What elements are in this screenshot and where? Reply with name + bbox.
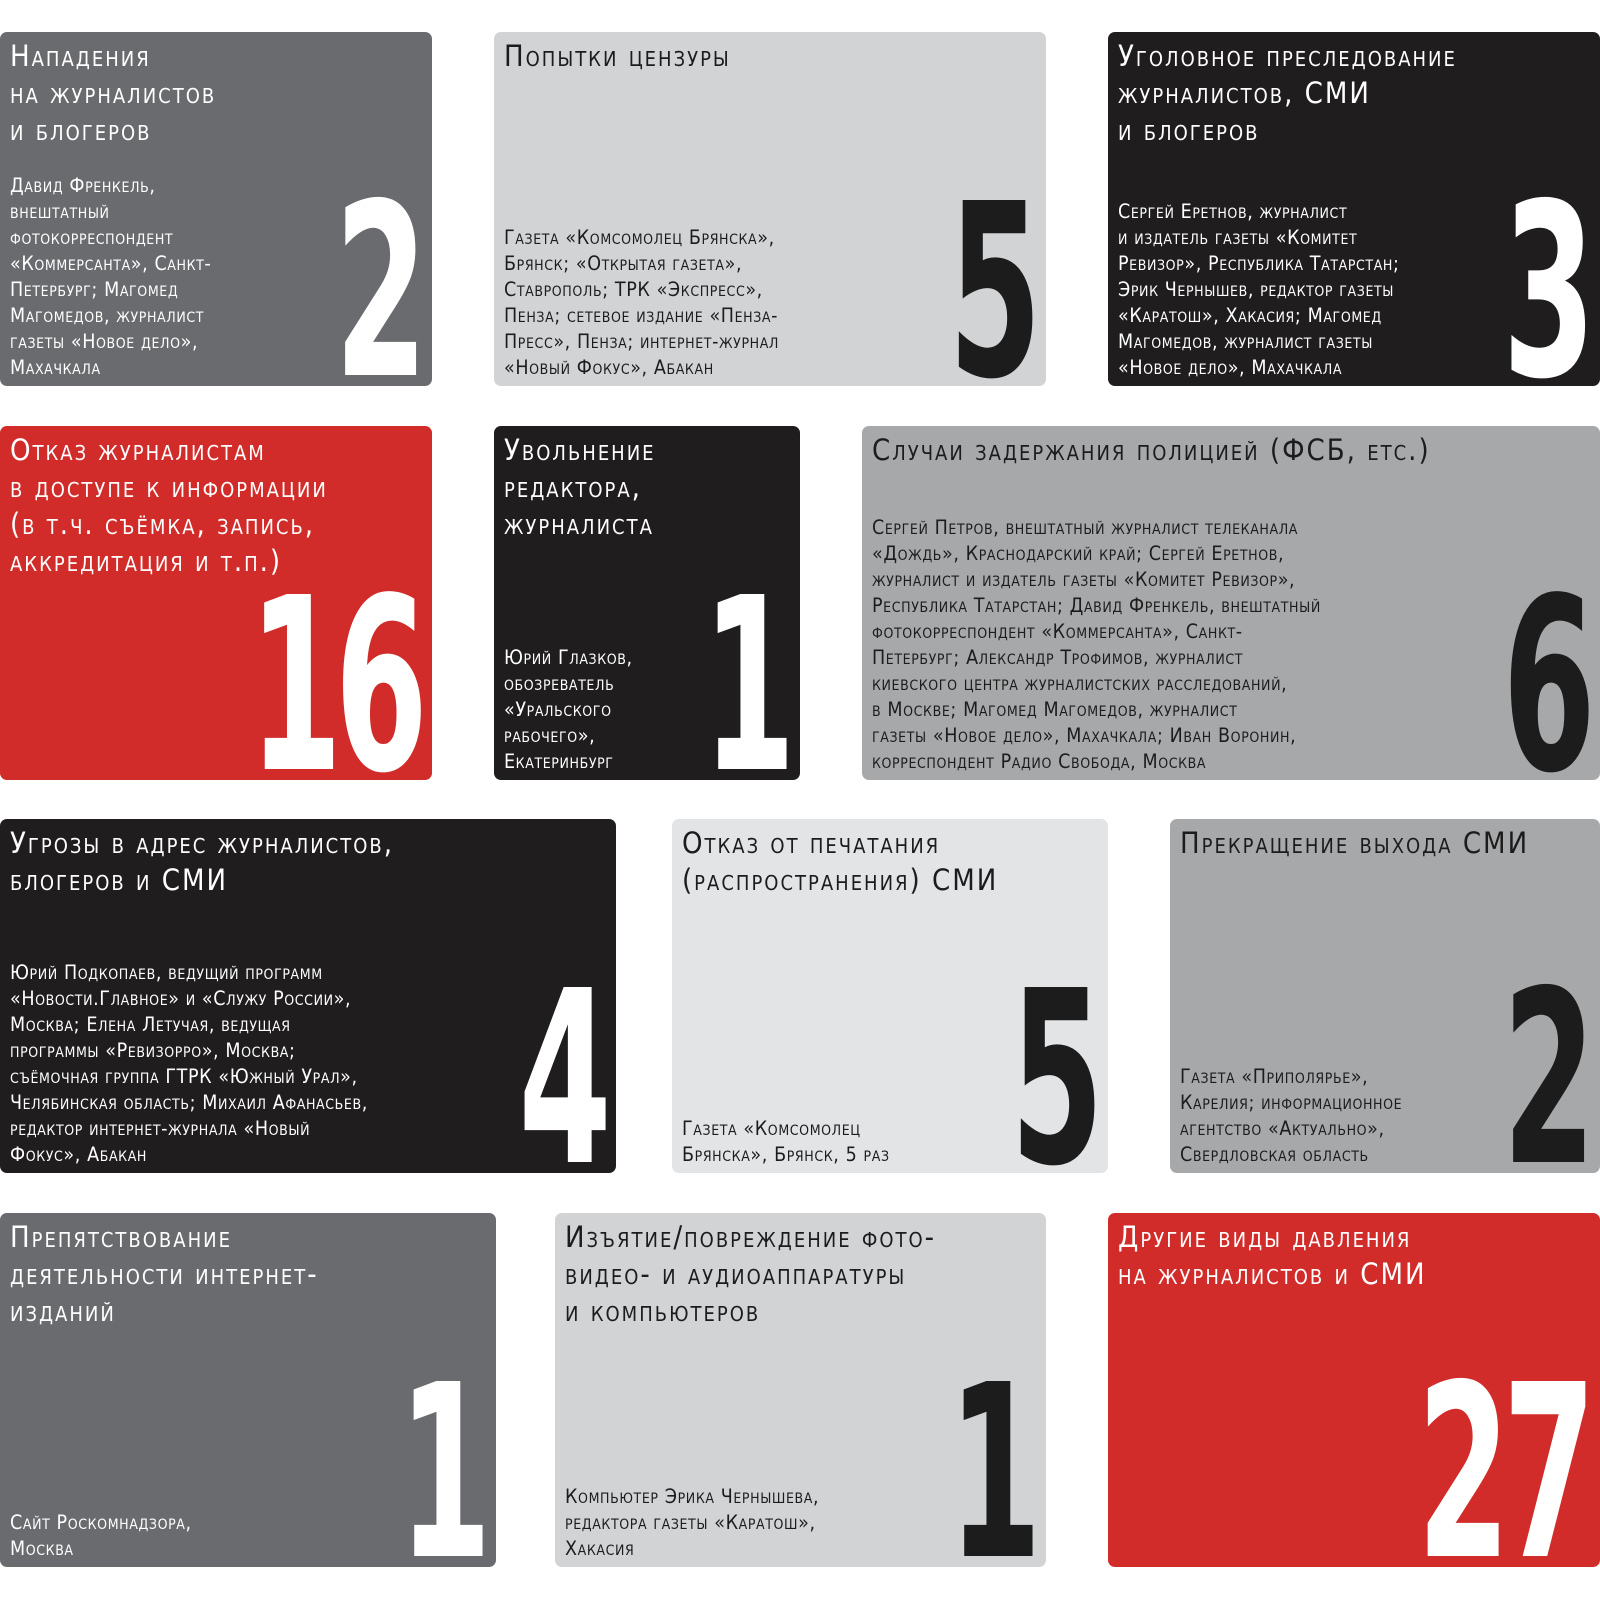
tile-count: 16	[248, 546, 420, 780]
tile-other-pressure	[1108, 1213, 1600, 1567]
tile-count: 5	[1010, 939, 1096, 1173]
tile-detail: Юрий Глазков, обозреватель «Уральского рабочего», Екатеринбург	[504, 646, 633, 773]
tile-detail: Газета «Приполярье», Карелия; информационное агентство «Актуально», Свердловская область	[1180, 1065, 1403, 1166]
tile-count: 3	[1502, 152, 1588, 386]
tile-detail: Сергей Еретнов, журналист и издатель газеты «Комитет Ревизор», Республика Татарстан; Эрик Чернышев, редактор газеты «Каратош», Хакасия; Магомед Магомедов, журналист газеты «Новое дело», Махачкала	[1118, 200, 1400, 379]
tile-detail: Газета «Комсомолец Брянска», Брянск; «Открытая газета», Ставрополь; ТРК «Экспресс», Пенза; сетевое издание «Пенза- Пресс», Пенза; интернет-журнал «Новый Фокус», Абакан	[504, 226, 780, 379]
tile-detail: Газета «Комсомолец Брянска», Брянск, 5 раз	[682, 1117, 890, 1166]
tile-detail: Юрий Подкопаев, ведущий программ «Новости.Главное» и «Служу России», Москва; Елена Летучая, ведущая программы «Ревизорро», Москва; съёмочная группа ГТРК «Южный Урал», Челябинская область; Михаил Афанасьев, редактор интернет-журнала «Новый Фокус», Абакан	[10, 961, 368, 1166]
tile-count: 6	[1502, 546, 1588, 780]
tile-title: Нападения на журналистов и блогеров	[10, 39, 217, 147]
tile-title: Увольнение редактора, журналиста	[504, 433, 656, 541]
tile-count: 5	[948, 152, 1034, 386]
tile-count: 1	[702, 546, 788, 780]
tile-title: Другие виды давления на журналистов и СМИ	[1118, 1220, 1427, 1291]
tile-title: Попытки цензуры	[504, 39, 731, 73]
tile-internet-obstruction	[0, 1213, 496, 1567]
tile-censorship	[494, 32, 1046, 386]
tile-count: 2	[334, 152, 420, 386]
tile-title: Уголовное преследование журналистов, СМИ и блогеров	[1118, 39, 1457, 147]
tile-criminal-prosecution	[1108, 32, 1600, 386]
tile-count: 2	[1502, 939, 1588, 1173]
tile-count: 1	[398, 1333, 484, 1567]
tile-printing-refusal	[672, 819, 1108, 1173]
tile-count: 4	[518, 939, 604, 1173]
tile-access-denial	[0, 426, 432, 780]
tile-title: Отказ от печатания (распространения) СМИ	[682, 826, 999, 897]
tile-count: 1	[948, 1333, 1034, 1567]
tile-detail: Сергей Петров, внештатный журналист телеканала «Дождь», Краснодарский край; Сергей Еретнов, журналист и издатель газеты «Комитет Ревизор», Республика Татарстан; Давид Френкель, внештатный фотокорреспондент «Коммерсанта», Санкт- Петербург; Александр Трофимов, журналист киевского центра журналистских расследований, в Москве; Магомед Магомедов, журналист газеты «Новое дело», Махачкала; Иван Воронин, корреспондент Радио Свобода, Москва	[872, 516, 1321, 773]
tile-threats	[0, 819, 616, 1173]
tile-detentions	[862, 426, 1600, 780]
tile-detail: Компьютер Эрика Чернышева, редактора газеты «Каратош», Хакасия	[565, 1485, 820, 1560]
tile-dismissal	[494, 426, 800, 780]
tile-detail: Сайт Роскомнадзора, Москва	[10, 1511, 192, 1560]
tile-count: 27	[1416, 1333, 1588, 1567]
tile-title: Отказ журналистам в доступе к информации (в т.ч. съёмка, запись, аккредитация и т.п.)	[10, 433, 328, 578]
tile-title: Угрозы в адрес журналистов, блогеров и СМИ	[10, 826, 395, 897]
tile-media-closure	[1170, 819, 1600, 1173]
tile-title: Прекращение выхода СМИ	[1180, 826, 1530, 860]
tile-title: Изъятие/повреждение фото- видео- и аудиоаппаратуры и компьютеров	[565, 1220, 937, 1328]
tile-title: Случаи задержания полицией (ФСБ, етс.)	[872, 433, 1431, 467]
tile-title: Препятствование деятельности интернет- изданий	[10, 1220, 319, 1328]
tile-attacks	[0, 32, 432, 386]
tile-detail: Давид Френкель, внештатный фотокорреспондент «Коммерсанта», Санкт- Петербург; Магомед Магомедов, журналист газеты «Новое дело», Махачкала	[10, 174, 212, 379]
tile-equipment-seizure	[555, 1213, 1046, 1567]
